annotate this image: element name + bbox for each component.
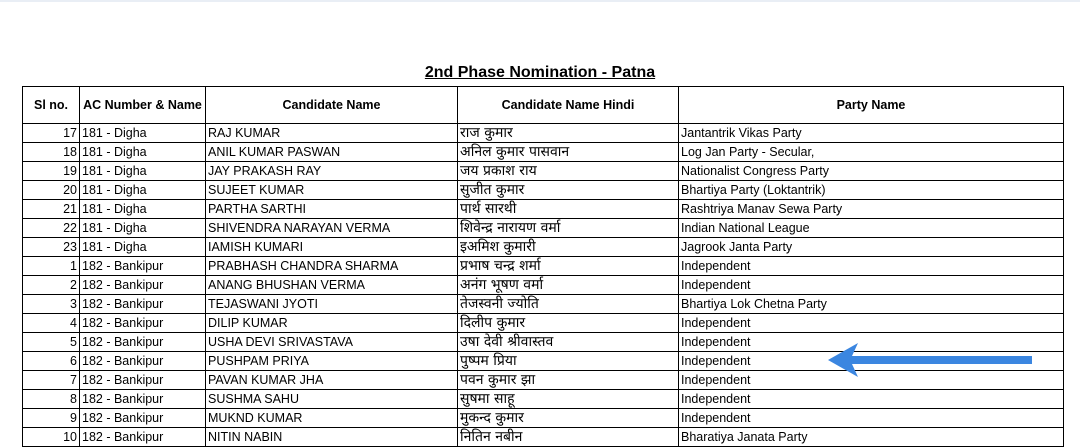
cell-ac-number-name: 182 - Bankipur	[80, 428, 206, 447]
cell-candidate-name-hindi: दिलीप कुमार	[458, 314, 679, 333]
cell-sl-no: 6	[23, 352, 80, 371]
cell-candidate-name-hindi: सुजीत कुमार	[458, 181, 679, 200]
cell-party-name: Indian National League	[679, 219, 1064, 238]
document-title: 2nd Phase Nomination - Patna	[424, 64, 656, 81]
cell-candidate-name: USHA DEVI SRIVASTAVA	[206, 333, 458, 352]
table-row	[23, 276, 1064, 295]
cell-sl-no: 17	[23, 124, 80, 143]
cell-candidate-name-hindi: मुकन्द कुमार	[458, 409, 679, 428]
cell-ac-number-name: 182 - Bankipur	[80, 352, 206, 371]
cell-party-name: Bharatiya Janata Party	[679, 428, 1064, 447]
header-party-name: Party Name	[679, 87, 1064, 124]
cell-candidate-name: IAMISH KUMARI	[206, 238, 458, 257]
cell-candidate-name-hindi: इअमिश कुमारी	[458, 238, 679, 257]
cell-candidate-name: SUSHMA SAHU	[206, 390, 458, 409]
cell-candidate-name-hindi: पुष्पम प्रिया	[458, 352, 679, 371]
cell-party-name: Bhartiya Lok Chetna Party	[679, 295, 1064, 314]
table-row	[23, 409, 1064, 428]
cell-sl-no: 18	[23, 143, 80, 162]
cell-ac-number-name: 181 - Digha	[80, 181, 206, 200]
cell-sl-no: 19	[23, 162, 80, 181]
table-row	[23, 314, 1064, 333]
cell-candidate-name-hindi: जय प्रकाश राय	[458, 162, 679, 181]
table-row	[23, 200, 1064, 219]
table-row	[23, 181, 1064, 200]
cell-sl-no: 22	[23, 219, 80, 238]
cell-ac-number-name: 181 - Digha	[80, 219, 206, 238]
table-body	[23, 124, 1064, 447]
cell-party-name: Independent	[679, 409, 1064, 428]
table-row	[23, 295, 1064, 314]
cell-candidate-name: ANANG BHUSHAN VERMA	[206, 276, 458, 295]
cell-party-name: Nationalist Congress Party	[679, 162, 1064, 181]
cell-candidate-name-hindi: उषा देवी श्रीवास्तव	[458, 333, 679, 352]
cell-ac-number-name: 182 - Bankipur	[80, 333, 206, 352]
cell-ac-number-name: 181 - Digha	[80, 200, 206, 219]
cell-candidate-name: DILIP KUMAR	[206, 314, 458, 333]
cell-candidate-name: MUKND KUMAR	[206, 409, 458, 428]
table-row	[23, 124, 1064, 143]
cell-candidate-name-hindi: पार्थ सारथी	[458, 200, 679, 219]
cell-sl-no: 1	[23, 257, 80, 276]
cell-sl-no: 23	[23, 238, 80, 257]
cell-sl-no: 9	[23, 409, 80, 428]
cell-sl-no: 8	[23, 390, 80, 409]
header-sl-no: Sl no.	[23, 87, 80, 124]
cell-ac-number-name: 181 - Digha	[80, 162, 206, 181]
table-row	[23, 238, 1064, 257]
cell-party-name: Independent	[679, 333, 1064, 352]
cell-candidate-name-hindi: राज कुमार	[458, 124, 679, 143]
cell-sl-no: 21	[23, 200, 80, 219]
cell-candidate-name-hindi: नितिन नबीन	[458, 428, 679, 447]
header-candidate-name-hindi: Candidate Name Hindi	[458, 87, 679, 124]
cell-ac-number-name: 181 - Digha	[80, 238, 206, 257]
cell-candidate-name: PUSHPAM PRIYA	[206, 352, 458, 371]
cell-ac-number-name: 182 - Bankipur	[80, 314, 206, 333]
cell-party-name: Jagrook Janta Party	[679, 238, 1064, 257]
cell-candidate-name-hindi: अनिल कुमार पासवान	[458, 143, 679, 162]
cell-candidate-name-hindi: शिवेन्द्र नारायण वर्मा	[458, 219, 679, 238]
cell-candidate-name: JAY PRAKASH RAY	[206, 162, 458, 181]
table-row	[23, 257, 1064, 276]
cell-party-name: Independent	[679, 276, 1064, 295]
cell-candidate-name: PAVAN KUMAR JHA	[206, 371, 458, 390]
top-border-line	[0, 0, 1080, 2]
cell-sl-no: 10	[23, 428, 80, 447]
cell-candidate-name-hindi: प्रभाष चन्द्र शर्मा	[458, 257, 679, 276]
table-row	[23, 390, 1064, 409]
header-candidate-name: Candidate Name	[206, 87, 458, 124]
cell-candidate-name: SUJEET KUMAR	[206, 181, 458, 200]
table-row	[23, 428, 1064, 447]
cell-candidate-name: SHIVENDRA NARAYAN VERMA	[206, 219, 458, 238]
cell-party-name: Independent	[679, 390, 1064, 409]
cell-ac-number-name: 182 - Bankipur	[80, 390, 206, 409]
cell-candidate-name-hindi: तेजस्वनी ज्योति	[458, 295, 679, 314]
cell-candidate-name: RAJ KUMAR	[206, 124, 458, 143]
cell-sl-no: 20	[23, 181, 80, 200]
cell-party-name: Bhartiya Party (Loktantrik)	[679, 181, 1064, 200]
cell-ac-number-name: 181 - Digha	[80, 124, 206, 143]
blue-arrow-annotation	[828, 343, 1034, 377]
cell-ac-number-name: 182 - Bankipur	[80, 276, 206, 295]
cell-sl-no: 4	[23, 314, 80, 333]
cell-candidate-name: ANIL KUMAR PASWAN	[206, 143, 458, 162]
cell-candidate-name: PARTHA SARTHI	[206, 200, 458, 219]
cell-candidate-name-hindi: अनंग भूषण वर्मा	[458, 276, 679, 295]
cell-candidate-name: PRABHASH CHANDRA SHARMA	[206, 257, 458, 276]
cell-party-name: Jantantrik Vikas Party	[679, 124, 1064, 143]
cell-sl-no: 2	[23, 276, 80, 295]
cell-party-name: Independent	[679, 314, 1064, 333]
table-header-row	[23, 87, 1064, 124]
cell-candidate-name: TEJASWANI JYOTI	[206, 295, 458, 314]
cell-party-name: Independent	[679, 257, 1064, 276]
cell-candidate-name-hindi: सुषमा साहू	[458, 390, 679, 409]
cell-party-name: Log Jan Party - Secular,	[679, 143, 1064, 162]
cell-party-name: Independent	[679, 352, 1064, 371]
cell-ac-number-name: 182 - Bankipur	[80, 371, 206, 390]
nomination-table	[22, 86, 1064, 447]
cell-ac-number-name: 181 - Digha	[80, 143, 206, 162]
cell-candidate-name-hindi: पवन कुमार झा	[458, 371, 679, 390]
header-ac-number-name: AC Number & Name	[80, 87, 206, 124]
cell-sl-no: 5	[23, 333, 80, 352]
cell-party-name: Independent	[679, 371, 1064, 390]
cell-ac-number-name: 182 - Bankipur	[80, 257, 206, 276]
cell-ac-number-name: 182 - Bankipur	[80, 409, 206, 428]
table-row	[23, 143, 1064, 162]
cell-sl-no: 7	[23, 371, 80, 390]
cell-party-name: Rashtriya Manav Sewa Party	[679, 200, 1064, 219]
table-row	[23, 162, 1064, 181]
cell-sl-no: 3	[23, 295, 80, 314]
table-row	[23, 219, 1064, 238]
cell-candidate-name: NITIN NABIN	[206, 428, 458, 447]
cell-ac-number-name: 182 - Bankipur	[80, 295, 206, 314]
